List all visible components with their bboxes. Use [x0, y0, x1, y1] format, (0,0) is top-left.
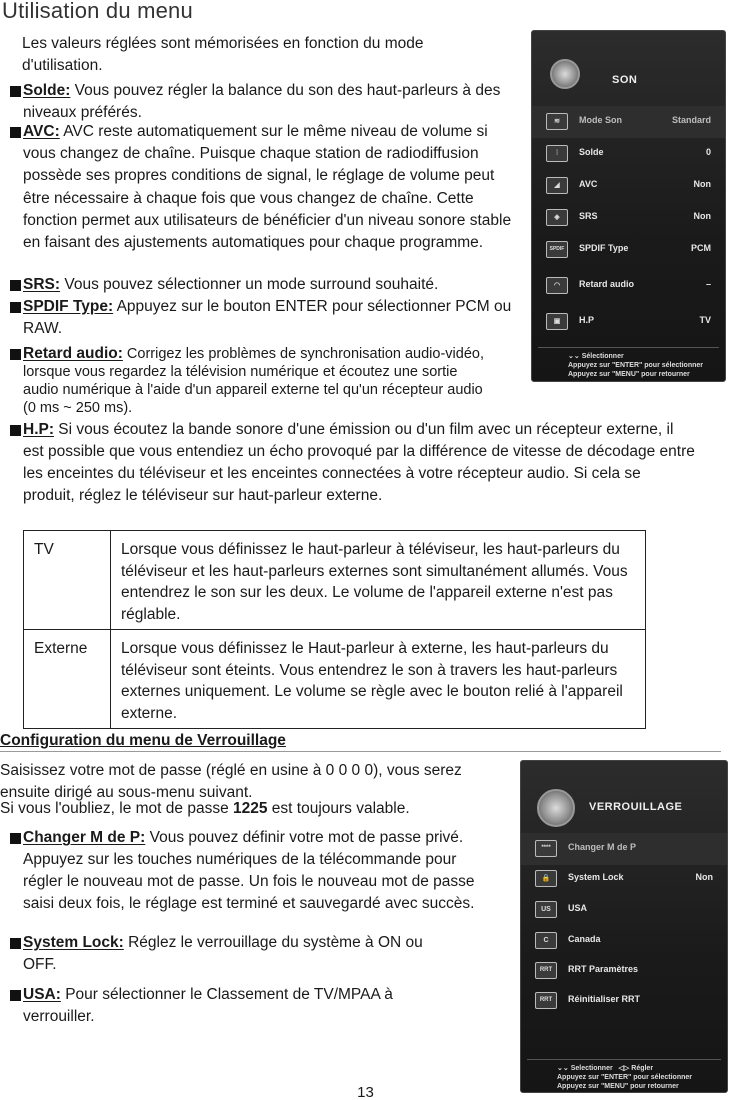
section-divider [0, 751, 721, 752]
headphones-icon: ◠ [546, 277, 568, 294]
lock-item-usa: USA: Pour sélectionner le Classement de TV/MPAA à verrouiller. [6, 984, 466, 1028]
speaker-box-icon: ▣ [546, 313, 568, 330]
bullet-square-icon [10, 833, 21, 844]
son-row-spdif[interactable]: SPDIF SPDIF Type PCM [532, 234, 725, 266]
padlock-icon [537, 789, 575, 827]
sound-item-solde: Solde: Vous pouvez régler la balance du son des haut-parleurs à des niveaux préférés. [6, 80, 526, 124]
bullet-square-icon [10, 425, 21, 436]
hp-options-table [23, 530, 646, 729]
bullet-square-icon [10, 86, 21, 97]
bullet-square-icon [10, 938, 21, 949]
lock-intro: Saisissez votre mot de passe (réglé en usine à 0 0 0 0), vous serez ensuite dirigé au sous-menu suivant. [0, 762, 462, 801]
sound-item-spdif: SPDIF Type: Appuyez sur le bouton ENTER pour sélectionner PCM ou RAW. [6, 296, 526, 340]
lock-item-system-lock: System Lock: Réglez le verrouillage du système à ON ou OFF. [6, 932, 426, 976]
bullet-square-icon [10, 302, 21, 313]
table-cell-desc: Lorsque vous définissez le Haut-parleur à externe, les haut-parleurs du téléviseur sont éteints. Vous entendrez le son à travers les haut-parleurs externes uniquement. Le volume se règle avec le bouton relié à l'appareil externe. [111, 630, 646, 729]
son-row-mode-son[interactable]: ≋ Mode Son Standard [532, 106, 725, 138]
son-row-avc[interactable]: ◢ AVC Non [532, 170, 725, 202]
surround-icon: ◈ [546, 209, 568, 226]
page-title: Utilisation du menu [2, 0, 193, 23]
lock-section-title: Configuration du menu de Verrouillage [0, 732, 286, 749]
balance-icon: ⫶ [546, 145, 568, 162]
son-row-retard-audio[interactable]: ◠ Retard audio – [532, 270, 725, 302]
sound-item-hp: H.P: Si vous écoutez la bande sonore d'une émission ou d'un film avec un récepteur externe, il est possible que vous entendiez un écho provoqué par la différence de vitesse de décodage entre les enceintes du téléviseur et les enceintes connectées à votre récepteur audio. Si cela se produit, réglez le téléviseur sur haut-parleur externe. [6, 419, 696, 507]
bullet-square-icon [10, 280, 21, 291]
rrt-icon: RRT [535, 962, 557, 979]
page-number: 13 [357, 1084, 374, 1100]
table-cell-desc: Lorsque vous définissez le haut-parleur à téléviseur, les haut-parleurs du téléviseur et les haut-parleurs externes sont simultanément allumés. Vous entendrez le son sur les deux. Le volume de l'appareil externe n'est pas réglable. [111, 531, 646, 630]
adjust-icon: ◁▷ [618, 1065, 632, 1072]
son-row-solde[interactable]: ⫶ Solde 0 [532, 138, 725, 170]
son-menu-footer: ⌄⌄ Sélectionner Appuyez sur "ENTER" pour sélectionner Appuyez sur "MENU" pour retourner [568, 353, 703, 378]
canada-icon: C [535, 932, 557, 949]
lock-password-note: Si vous l'oubliez, le mot de passe 1225 est toujours valable. [0, 800, 410, 817]
arrows-icon: ⌄⌄ [557, 1065, 571, 1072]
table-cell-key: TV [24, 531, 111, 630]
bullet-square-icon [10, 349, 21, 360]
lock-row-usa[interactable]: US USA [521, 894, 727, 926]
volume-ramp-icon: ◢ [546, 177, 568, 194]
lock-menu-footer: ⌄⌄ Selectionner ◁▷ Régler Appuyez sur "ENTER" pour sélectionner Appuyez sur "MENU" pour retourner [557, 1065, 692, 1090]
sound-item-srs: SRS: Vous pouvez sélectionner un mode surround souhaité. [6, 274, 526, 296]
table-row [24, 630, 646, 729]
lock-menu-panel [520, 760, 728, 1093]
son-menu-panel [531, 30, 726, 382]
son-row-hp[interactable]: ▣ H.P TV [532, 306, 725, 338]
usa-icon: US [535, 901, 557, 918]
sound-item-retard-audio: Retard audio: Corrigez les problèmes de synchronisation audio-vidéo, lorsque vous regardez la télévision numérique et écoutez une sortie audio numérique à l'aide d'un appareil externe tel qu'un récepteur audio (0 ms ~ 250 ms). [6, 345, 484, 417]
panel-divider [538, 347, 719, 348]
panel-divider [527, 1059, 721, 1060]
sound-item-avc: AVC: AVC reste automatiquement sur le même niveau de volume si vous changez de chaîne. Puisque chaque station de radiodiffusion possède ses propres conditions de signal, le réglage de volume peut être nécessaire à chaque fois que vous changez de chaîne. Cette fonction permet aux utilisateurs de bénéficier d'un niveau sonore stable en faisant des ajustements automatiques pour chaque programme. [6, 121, 519, 254]
bullet-square-icon [10, 990, 21, 1001]
password-icon: **** [535, 840, 557, 857]
lock-item-change-password: Changer M de P: Vous pouvez définir votre mot de passe privé. Appuyez sur les touches numériques de la télécommande pour régler le nouveau mot de passe. Un fois le nouveau mot de passe saisi deux fois, le réglage est terminé et sauvegardé avec succès. [6, 827, 496, 915]
speaker-icon [550, 59, 580, 89]
spdif-icon: SPDIF [546, 241, 568, 258]
lock-row-change-password[interactable]: **** Changer M de P [521, 833, 727, 865]
lock-row-rrt-parametres[interactable]: RRT RRT Paramètres [521, 955, 727, 987]
lock-icon: 🔒 [535, 870, 557, 887]
table-cell-key: Externe [24, 630, 111, 729]
son-row-srs[interactable]: ◈ SRS Non [532, 202, 725, 234]
son-menu-title: SON [612, 74, 638, 86]
arrows-icon: ⌄⌄ [568, 353, 582, 360]
lock-row-reset-rrt[interactable]: RRT Réinitialiser RRT [521, 985, 727, 1017]
table-row [24, 531, 646, 630]
lock-row-canada[interactable]: C Canada [521, 925, 727, 957]
lock-row-system-lock[interactable]: 🔒 System Lock Non [521, 863, 727, 895]
intro-text: Les valeurs réglées sont mémorisées en fonction du mode d'utilisation. [22, 35, 424, 74]
bullet-square-icon [10, 127, 21, 138]
equalizer-icon: ≋ [546, 113, 568, 130]
rrt-reset-icon: RRT [535, 992, 557, 1009]
lock-menu-title: VERROUILLAGE [589, 801, 683, 813]
